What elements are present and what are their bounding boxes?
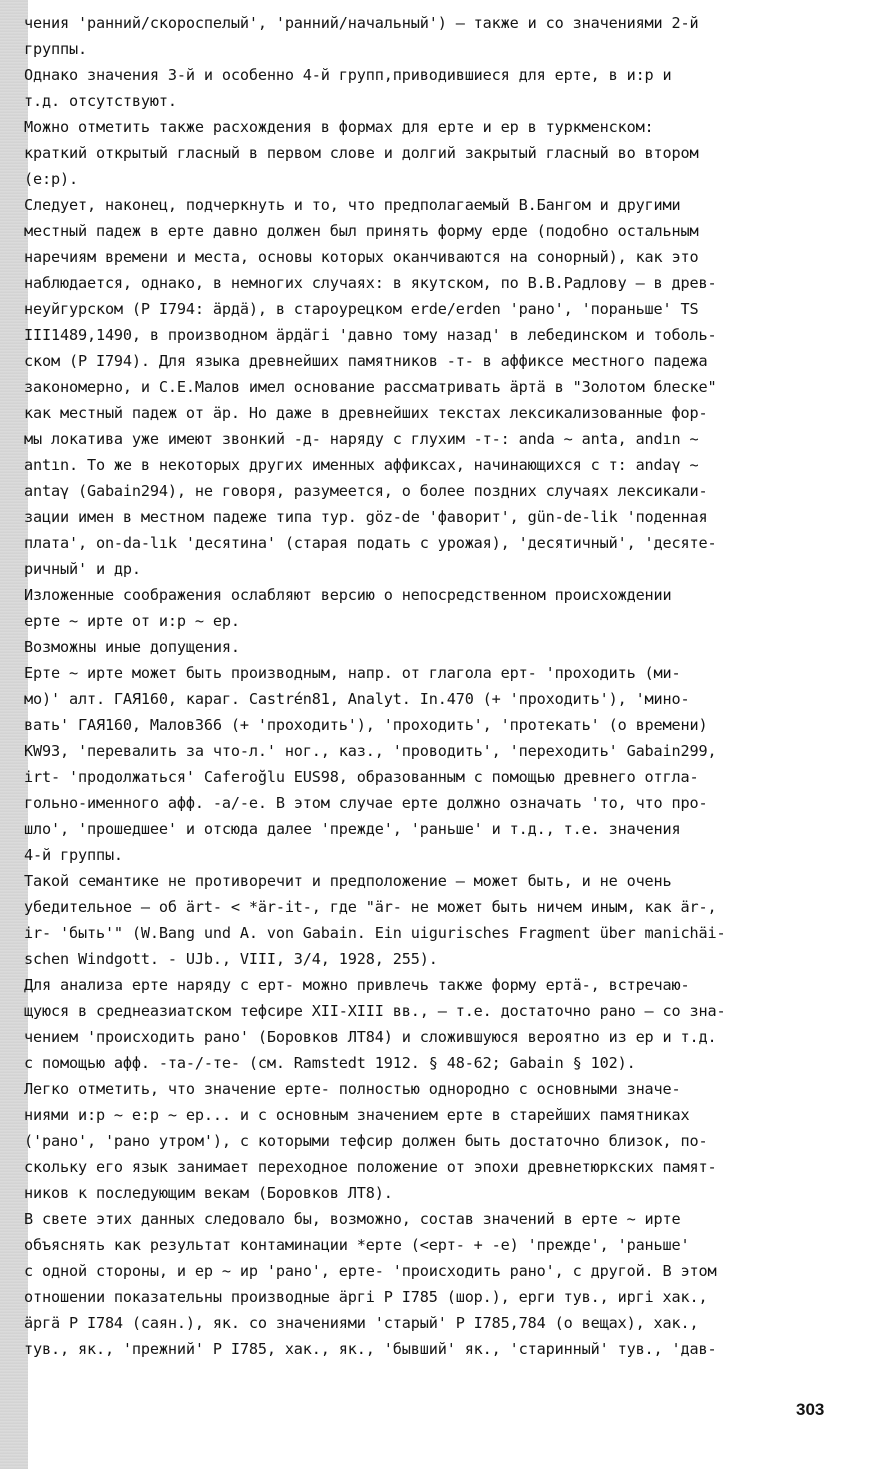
text-line: ниями и:р ~ е:р ~ ер... и с основным значением ерте в старейших памятниках [24, 1106, 690, 1124]
text-line: отношении показательны производные äргi Р I785 (шор.), ерги тув., иргi хак., [24, 1288, 708, 1306]
text-line: ричный' и др. [24, 560, 141, 578]
text-line: Можно отметить также расхождения в формах для ерте и ер в туркменском: [24, 118, 654, 136]
text-line: ерте ~ ирте от и:р ~ ер. [24, 612, 240, 630]
text-line: неуйгурском (Р I794: äрдä), в староурецком erde/erden 'рано', 'пораньше' TS [24, 300, 699, 318]
text-line: 4-й группы. [24, 846, 123, 864]
text-line: antın. То же в некоторых других именных аффиксах, начинающихся с т: andaγ ~ [24, 456, 699, 474]
text-line: КW93, 'перевалить за что-л.' ног., каз., 'проводить', 'переходить' Gabain299, [24, 742, 717, 760]
text-line: т.д. отсутствуют. [24, 92, 177, 110]
text-line: Ерте ~ ирте может быть производным, напр. от глагола ерт- 'проходить (ми- [24, 664, 681, 682]
text-line: Такой семантике не противоречит и предположение – может быть, и не очень [24, 872, 672, 890]
text-line: с помощью афф. -та-/-те- (см. Ramstedt 1912. § 48-62; Gabain § 102). [24, 1054, 636, 1072]
text-line: чением 'происходить рано' (Боровков ЛТ84) и сложившуюся вероятно из ер и т.д. [24, 1028, 717, 1046]
page-number: 303 [796, 1400, 825, 1419]
text-line: ников к последующим векам (Боровков ЛТ8). [24, 1184, 393, 1202]
text-line: Легко отметить, что значение ерте- полностью однородно с основными значе- [24, 1080, 681, 1098]
text-line: вать' ГАЯ160, Малов366 (+ 'проходить'), 'проходить', 'протекать' (о времени) [24, 716, 708, 734]
text-line: тув., як., 'прежний' Р I785, хак., як., 'бывший' як., 'старинный' тув., 'дав- [24, 1340, 717, 1358]
text-line: schen Windgott. - UJb., VIII, 3/4, 1928, 255). [24, 950, 438, 968]
text-line: гольно-именного афф. -а/-е. В этом случае ерте должно означать 'то, что про- [24, 794, 708, 812]
text-line: Для анализа ерте наряду с ерт- можно привлечь также форму ертä-, встречаю- [24, 976, 690, 994]
text-line: мы локатива уже имеют звонкий -д- наряду с глухим -т-: anda ~ anta, andın ~ [24, 430, 699, 448]
text-line: закономерно, и С.Е.Малов имел основание рассматривать äртä в "Золотом блеске" [24, 378, 717, 396]
text-line: ir- 'быть'" (W.Bang und A. von Gabain. Ein uigurisches Fragment über manichäi- [24, 924, 726, 942]
text-line: irt- 'продолжаться' Caferoğlu EUS98, образованным с помощью древнего отгла- [24, 768, 699, 786]
text-line: наречиям времени и места, основы которых оканчиваются на сонорный), как это [24, 248, 699, 266]
text-line: Следует, наконец, подчеркнуть и то, что предполагаемый В.Бангом и другими [24, 196, 681, 214]
text-line: краткий открытый гласный в первом слове и долгий закрытый гласный во втором [24, 144, 699, 162]
text-line: группы. [24, 40, 87, 58]
text-line: зации имен в местном падеже типа тур. göz-de 'фаворит', gün-de-lik 'поденная [24, 508, 708, 526]
text-line: В свете этих данных следовало бы, возможно, состав значений в ерте ~ ирте [24, 1210, 681, 1228]
text-line: Возможны иные допущения. [24, 638, 240, 656]
text-line: убедительное – об ärt- < *är-it-, где "är- не может быть ничем иным, как är-, [24, 898, 717, 916]
text-line: мо)' алт. ГАЯ160, караг. Castrén81, Analyt. In.470 (+ 'проходить'), 'мино- [24, 690, 690, 708]
text-line: щуюся в среднеазиатском тефсире XII-XIII вв., – т.е. достаточно рано – со зна- [24, 1002, 726, 1020]
text-line: местный падеж в ерте давно должен был принять форму ерде (подобно остальным [24, 222, 699, 240]
text-line: скольку его язык занимает переходное положение от эпохи древнетюркских памят- [24, 1158, 717, 1176]
text-line: Изложенные соображения ослабляют версию о непосредственном происхождении [24, 586, 672, 604]
text-line: наблюдается, однако, в немногих случаях: в якутском, по В.В.Радлову – в древ- [24, 274, 717, 292]
text-line: III1489,1490, в производном äрдäгi 'давно тому назад' в лебединском и тоболь- [24, 326, 717, 344]
document-page [24, 10, 844, 1362]
text-line: ском (Р I794). Для языка древнейших памятников -т- в аффиксе местного падежа [24, 352, 708, 370]
text-line: antaγ (Gabain294), не говоря, разумеется, о более поздних случаях лексикали- [24, 482, 708, 500]
text-line: плата', on-da-lık 'десятина' (старая подать с урожая), 'десятичный', 'десяте- [24, 534, 717, 552]
text-line: чения 'ранний/скороспелый', 'ранний/начальный') – также и со значениями 2-й [24, 14, 699, 32]
text-line: как местный падеж от äр. Но даже в древнейших текстах лексикализованные фор- [24, 404, 708, 422]
text-line: (е:р). [24, 170, 78, 188]
text-line: с одной стороны, и ер ~ ир 'рано', ерте- 'происходить рано', с другой. В этом [24, 1262, 717, 1280]
text-line: ('рано', 'рано утром'), с которыми тефсир должен быть достаточно близок, по- [24, 1132, 708, 1150]
text-line: äргä Р I784 (саян.), як. со значениями 'старый' Р I785,784 (о вещах), хак., [24, 1314, 699, 1332]
text-line: Однако значения 3-й и особенно 4-й групп,приводившиеся для ерте, в и:р и [24, 66, 672, 84]
text-line: объяснять как результат контаминации *ерте (<ерт- + -е) 'прежде', 'раньше' [24, 1236, 690, 1254]
text-line: шло', 'прошедшее' и отсюда далее 'прежде', 'раньше' и т.д., т.е. значения [24, 820, 681, 838]
